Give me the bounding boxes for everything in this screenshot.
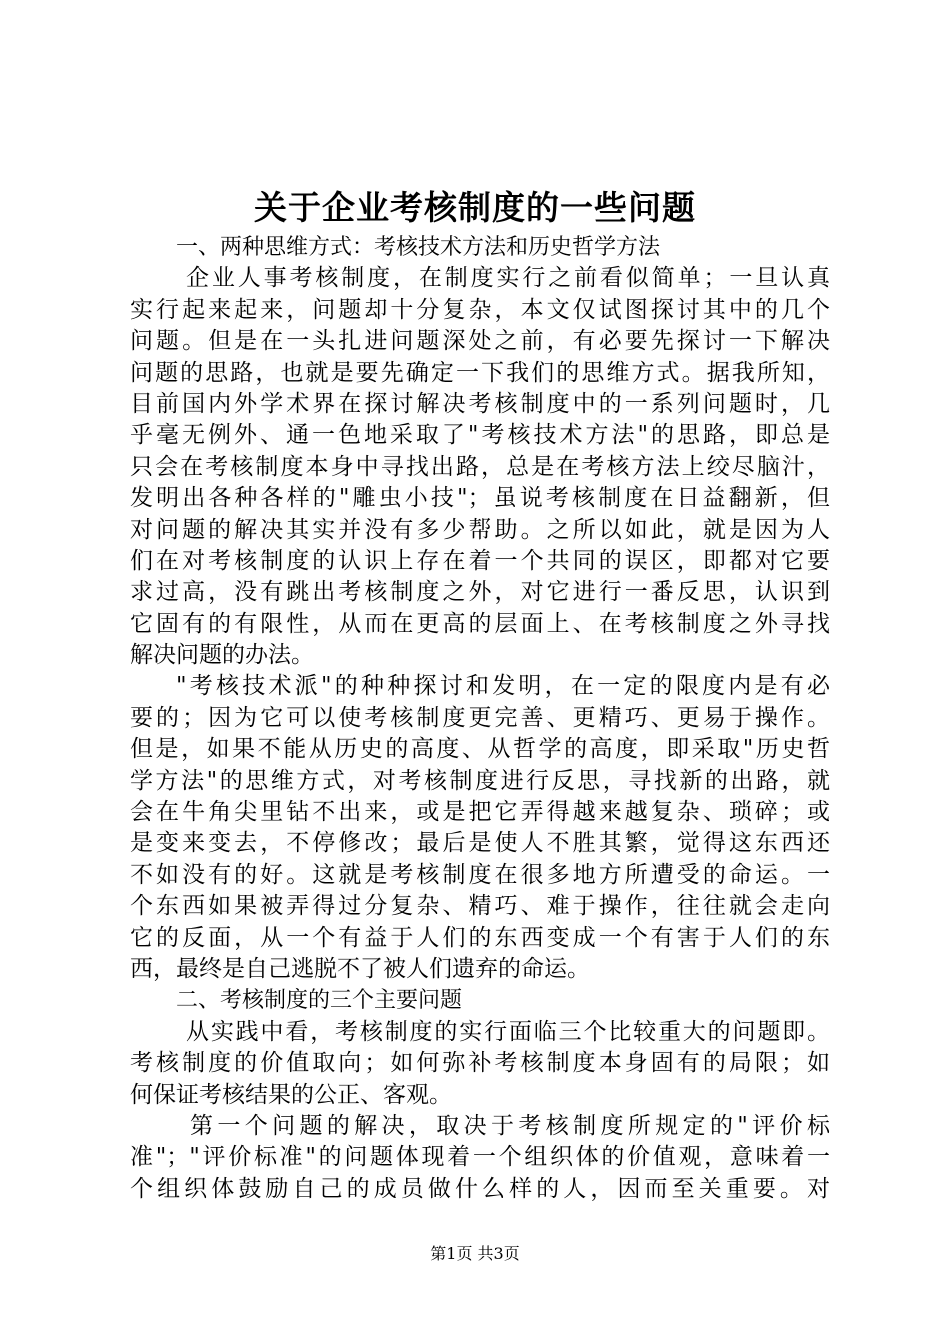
paragraph-line: 企业人事考核制度，在制度实行之前看似简单；一旦认真 — [186, 265, 830, 292]
paragraph-line: 解决问题的办法。 — [130, 642, 314, 669]
section-heading-1: 一、两种思维方式：考核技术方法和历史哲学方法 — [176, 235, 661, 260]
paragraph-line: 问题。但是在一头扎进问题深处之前，有必要先探讨一下解决 — [130, 328, 830, 355]
paragraph-line: 何保证考核结果的公正、客观。 — [130, 1081, 452, 1108]
paragraph-line: 考核制度的价值取向；如何弥补考核制度本身固有的局限；如 — [130, 1050, 830, 1077]
section-heading-2: 二、考核制度的三个主要问题 — [176, 988, 463, 1014]
paragraph-line: 从实践中看，考核制度的实行面临三个比较重大的问题即。 — [186, 1018, 830, 1045]
paragraph-line: 乎毫无例外、通一色地采取了"考核技术方法"的思路，即总是 — [130, 422, 830, 449]
paragraph-line: 求过高，没有跳出考核制度之外，对它进行一番反思，认识到 — [130, 579, 830, 606]
page-number-footer: 第1页 共3页 — [430, 1244, 520, 1263]
paragraph-line: 不如没有的好。这就是考核制度在很多地方所遭受的命运。一 — [130, 861, 830, 888]
paragraph-line: 个组织体鼓励自己的成员做什么样的人，因而至关重要。对 — [130, 1175, 830, 1202]
paragraph-line: 问题的思路，也就是要先确定一下我们的思维方式。据我所知， — [130, 359, 830, 386]
paragraph-line: 是变来变去，不停修改；最后是使人不胜其繁，觉得这东西还 — [130, 830, 830, 857]
paragraph-line: 它固有的有限性，从而在更高的层面上、在考核制度之外寻找 — [130, 610, 830, 637]
paragraph-line: 个东西如果被弄得过分复杂、精巧、难于操作，往往就会走向 — [130, 893, 830, 920]
paragraph-line: 要的；因为它可以使考核制度更完善、更精巧、更易于操作。 — [130, 704, 830, 731]
paragraph-line: 目前国内外学术界在探讨解决考核制度中的一系列问题时，几 — [130, 390, 830, 417]
paragraph-line: 会在牛角尖里钻不出来，或是把它弄得越来越复杂、琐碎；或 — [130, 799, 830, 826]
paragraph-line: 实行起来起来，问题却十分复杂，本文仅试图探讨其中的几个 — [130, 296, 830, 323]
paragraph-line: 西，最终是自己逃脱不了被人们遗弃的命运。 — [130, 955, 590, 982]
paragraph-line: 它的反面，从一个有益于人们的东西变成一个有害于人们的东 — [130, 924, 830, 951]
paragraph-line: 只会在考核制度本身中寻找出路，总是在考核方法上绞尽脑汁， — [130, 453, 830, 480]
paragraph-line: 第一个问题的解决，取决于考核制度所规定的"评价标 — [190, 1112, 830, 1139]
paragraph-line: 们在对考核制度的认识上存在着一个共同的误区，即都对它要 — [130, 547, 830, 574]
paragraph-line: 学方法"的思维方式，对考核制度进行反思，寻找新的出路，就 — [130, 767, 830, 794]
paragraph-line: 准"；"评价标准"的问题体现着一个组织体的价值观，意味着一 — [130, 1144, 830, 1171]
paragraph-line: 但是，如果不能从历史的高度、从哲学的高度，即采取"历史哲 — [130, 736, 830, 763]
paragraph-line: 对问题的解决其实并没有多少帮助。之所以如此，就是因为人 — [130, 516, 830, 543]
paragraph-line: "考核技术派"的种种探讨和发明，在一定的限度内是有必 — [176, 673, 830, 700]
paragraph-line: 发明出各种各样的"雕虫小技"；虽说考核制度在日益翻新，但 — [130, 485, 830, 512]
document-body — [130, 232, 830, 1205]
document-title: 关于企业考核制度的一些问题 — [254, 188, 696, 227]
